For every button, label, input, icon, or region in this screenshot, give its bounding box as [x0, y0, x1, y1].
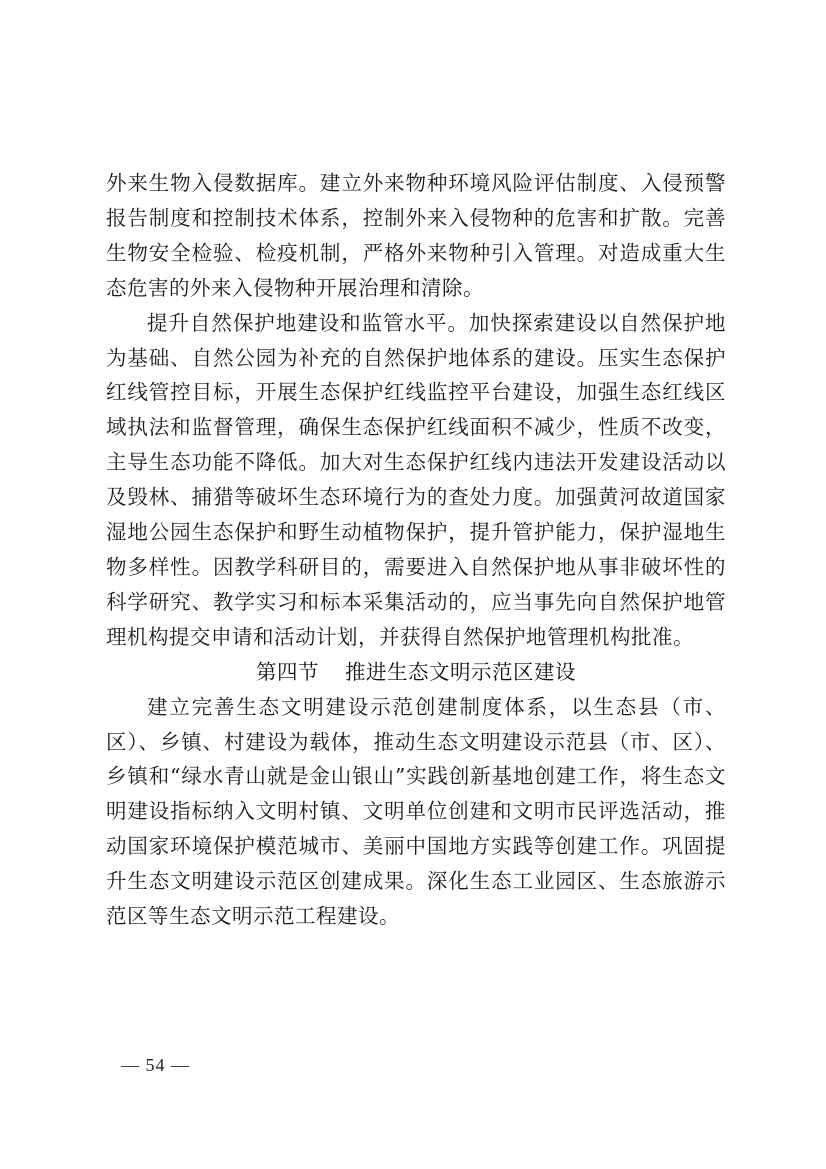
paragraph-invasive-species: 外来生物入侵数据库。建立外来物种环境风险评估制度、入侵预警报告制度和控制技术体系，控制外来入侵物种的危害和扩散。完善生物安全检验、检疫机制，严格外来物种引入管理。对造成重大生态危害的外来入侵物种开展治理和清除。 [106, 171, 726, 300]
page-body [106, 166, 726, 934]
paragraph-nature-reserves: 提升自然保护地建设和监管水平。加快探索建设以自然保护地为基础、自然公园为补充的自然保护地体系的建设。压实生态保护红线管控目标，开展生态保护红线监控平台建设，加强生态红线区域执法和监督管理，确保生态保护红线面积不减少，性质不改变，主导生态功能不降低。加大对生态保护红线内违法开发建设活动以及毁林、捕猎等破坏生态环境行为的查处力度。加强黄河故道国家湿地公园生态保护和野生动植物保护，提升管护能力，保护湿地生物多样性。因教学科研目的，需要进入自然保护地从事非破坏性的科学研究、教学实习和标本采集活动的，应当事先向自然保护地管理机构提交申请和活动计划，并获得自然保护地管理机构批准。 [106, 310, 726, 649]
page-number: — 54 — [121, 1055, 190, 1075]
section-title: 推进生态文明示范区建设 [345, 659, 576, 684]
section-number: 第四节 [256, 659, 319, 684]
paragraph-demonstration-zones: 建立完善生态文明建设示范创建制度体系，以生态县（市、区）、乡镇、村建设为载体，推动生态文明建设示范县（市、区）、乡镇和“绿水青山就是金山银山”实践创新基地创建工作，将生态文明建设指标纳入文明村镇、文明单位创建和文明市民评选活动，推动国家环境保护模范城市、美丽中国地方实践等创建工作。巩固提升生态文明建设示范区创建成果。深化生态工业园区、生态旅游示范区等生态文明示范工程建设。 [106, 694, 726, 929]
section-heading [106, 655, 726, 690]
